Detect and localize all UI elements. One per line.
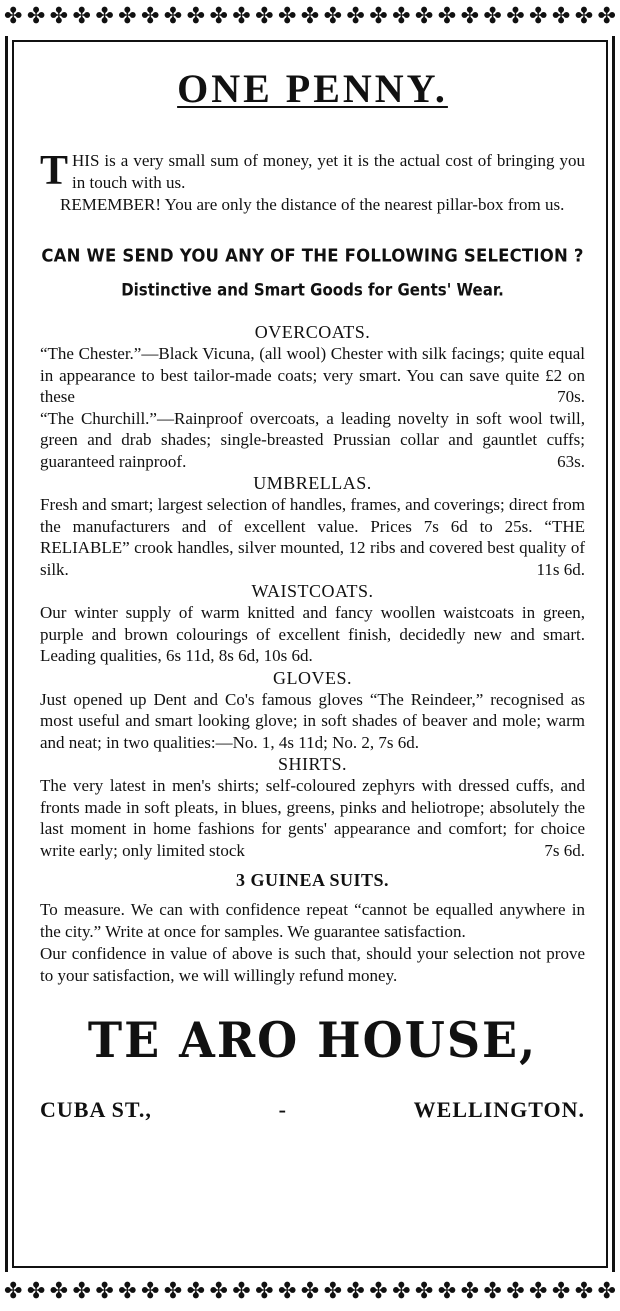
section-body — [40, 775, 585, 861]
section-suits — [40, 869, 585, 987]
fleuron-ornament-icon: ✤ — [323, 4, 343, 29]
waistcoats-description: Our winter supply of warm knitted and fancy woollen waistcoats in green, purple and brown colourings of excellent finish, decidedly new and smart. Leading qualities, 6s 11d, 8s 6d, 10s 6d. — [40, 603, 585, 665]
section-gloves — [40, 667, 585, 754]
fleuron-ornament-icon: ✤ — [392, 1279, 411, 1304]
churchill-description: “The Churchill.”—Rainproof overcoats, a leading novelty in soft wool twill, green and drab shades; single-breasted Prussian collar and gauntlet cuffs; guaranteed rainproof. — [40, 408, 585, 471]
section-title: GLOVES. — [273, 667, 352, 688]
fleuron-ornament-icon: ✤ — [483, 1279, 502, 1304]
fleuron-ornament-icon: ✤ — [118, 4, 137, 29]
fleuron-ornament-icon: ✤ — [163, 4, 183, 29]
intro-line-2: REMEMBER! You are only the distance of the nearest pillar-box from us. — [60, 195, 565, 214]
fleuron-ornament-icon: ✤ — [255, 1279, 274, 1304]
section-shirts — [40, 753, 585, 861]
fleuron-ornament-icon: ✤ — [460, 1279, 479, 1304]
section-waistcoats — [40, 580, 585, 667]
fleuron-ornament-icon: ✤ — [49, 1279, 69, 1304]
drop-cap: T — [40, 148, 69, 194]
shirts-description: The very latest in men's shirts; self-coloured zephyrs with dressed cuffs, and fronts made in soft pleats, in blues, greens, pinks and heliotrope; absolutely the last moment in home fashions for gents' appearance and comfort; for choice write early; only limited stock — [40, 776, 585, 860]
fleuron-ornament-icon: ✤ — [414, 4, 434, 29]
shirts-price: 7s 6d. — [544, 840, 585, 860]
bottom-ornament-border — [0, 1275, 620, 1309]
fleuron-ornament-icon: ✤ — [300, 4, 320, 29]
section-title: 3 GUINEA SUITS. — [235, 870, 390, 890]
fleuron-ornament-icon: ✤ — [506, 1279, 525, 1304]
fleuron-ornament-icon: ✤ — [437, 4, 457, 29]
gloves-description: Just opened up Dent and Co's famous gloves “The Reindeer,” recognised as most useful and smart looking glove; in soft shades of beaver and mole; warm and neat; in two qualities:—No. 1, 4s 11d; No. 2, 7s 6d. — [40, 689, 585, 752]
fleuron-ornament-icon: ✤ — [392, 4, 411, 29]
fleuron-ornament-icon: ✤ — [574, 4, 594, 29]
fleuron-ornament-icon: ✤ — [460, 4, 479, 29]
umbrellas-description: Fresh and smart; largest selection of handles, frames, and coverings; direct from the manufacturers and of excellent value. Prices 7s 6d to 25s. “THE RELIABLE” crook handles, silver mounted, 12 ribs and covered best quality of silk. — [40, 495, 585, 579]
fleuron-ornament-icon: ✤ — [72, 4, 91, 29]
fleuron-ornament-icon: ✤ — [140, 4, 160, 29]
top-ornament-border — [0, 0, 620, 34]
fleuron-ornament-icon: ✤ — [369, 1279, 388, 1304]
intro-line-1: HIS is a very small sum of money, yet it is the actual cost of bringing you in touch with us. — [72, 151, 585, 192]
fleuron-ornament-icon: ✤ — [209, 1279, 228, 1304]
selection-question: CAN WE SEND YOU ANY OF THE FOLLOWING SELECTION ? — [41, 245, 584, 266]
right-border-rule — [612, 36, 618, 1272]
fleuron-ornament-icon: ✤ — [551, 1279, 571, 1304]
section-body — [40, 494, 585, 580]
suits-text-2: Our confidence in value of above is such that, should your selection not prove to your satisfaction, we will willingly refund money. — [40, 944, 585, 985]
section-overcoats — [40, 321, 585, 472]
fleuron-ornament-icon: ✤ — [483, 4, 502, 29]
store-address — [40, 1097, 585, 1123]
fleuron-ornament-icon: ✤ — [186, 4, 206, 29]
fleuron-ornament-icon: ✤ — [323, 1279, 343, 1304]
section-title: WAISTCOATS. — [251, 581, 374, 601]
fleuron-ornament-icon: ✤ — [414, 1279, 434, 1304]
suits-text-1: To measure. We can with confidence repeat “cannot be equalled anywhere in the city.” Write at once for samples. We guarantee satisfaction. — [40, 900, 585, 941]
churchill-price: 63s. — [557, 451, 585, 471]
fleuron-ornament-icon: ✤ — [506, 4, 525, 29]
fleuron-ornament-icon: ✤ — [346, 1279, 365, 1304]
fleuron-ornament-icon: ✤ — [551, 4, 571, 29]
fleuron-ornament-icon: ✤ — [232, 1279, 251, 1304]
fleuron-ornament-icon: ✤ — [118, 1279, 137, 1304]
fleuron-ornament-icon: ✤ — [4, 4, 23, 29]
fleuron-ornament-icon: ✤ — [163, 1279, 183, 1304]
fleuron-ornament-icon: ✤ — [95, 1279, 114, 1304]
fleuron-ornament-icon: ✤ — [437, 1279, 457, 1304]
fleuron-ornament-icon: ✤ — [529, 1279, 548, 1304]
section-umbrellas — [40, 472, 585, 580]
fleuron-ornament-icon: ✤ — [140, 1279, 160, 1304]
fleuron-ornament-icon: ✤ — [26, 1279, 46, 1304]
address-city: WELLINGTON. — [413, 1097, 585, 1122]
fleuron-ornament-icon: ✤ — [232, 4, 251, 29]
fleuron-ornament-icon: ✤ — [95, 4, 114, 29]
chester-price: 70s. — [557, 387, 585, 406]
section-title: UMBRELLAS. — [253, 473, 372, 493]
left-border-rule — [2, 36, 8, 1272]
fleuron-ornament-icon: ✤ — [529, 4, 548, 29]
fleuron-ornament-icon: ✤ — [186, 1279, 206, 1304]
fleuron-ornament-icon: ✤ — [209, 4, 228, 29]
suits-body — [40, 899, 585, 987]
fleuron-ornament-icon: ✤ — [49, 4, 69, 29]
advertisement-content — [40, 55, 585, 1123]
fleuron-ornament-icon: ✤ — [369, 4, 388, 29]
fleuron-ornament-icon: ✤ — [4, 1279, 23, 1304]
fleuron-ornament-icon: ✤ — [597, 4, 616, 29]
address-dash: - — [278, 1097, 287, 1122]
fleuron-ornament-icon: ✤ — [26, 4, 46, 29]
chester-description: “The Chester.”—Black Vicuna, (all wool) Chester with silk facings; quite equal in appearance to best tailor-made coats; very smart. You can save quite £2 on these — [40, 344, 585, 406]
intro-paragraph — [40, 150, 585, 216]
section-title: SHIRTS. — [278, 754, 347, 774]
goods-subheading: Distinctive and Smart Goods for Gents' Wear. — [121, 280, 504, 300]
fleuron-ornament-icon: ✤ — [255, 4, 274, 29]
fleuron-ornament-icon: ✤ — [574, 1279, 594, 1304]
umbrellas-price: 11s 6d. — [536, 559, 585, 579]
headline: ONE PENNY. — [177, 66, 448, 111]
fleuron-ornament-icon: ✤ — [277, 1279, 297, 1304]
fleuron-ornament-icon: ✤ — [72, 1279, 91, 1304]
fleuron-ornament-icon: ✤ — [597, 1279, 616, 1304]
fleuron-ornament-icon: ✤ — [300, 1279, 320, 1304]
address-street: CUBA ST., — [40, 1097, 152, 1122]
fleuron-ornament-icon: ✤ — [346, 4, 365, 29]
fleuron-ornament-icon: ✤ — [277, 4, 297, 29]
section-title: OVERCOATS. — [254, 322, 371, 342]
store-name: TE ARO HOUSE, — [87, 1011, 538, 1069]
section-body — [40, 343, 585, 472]
